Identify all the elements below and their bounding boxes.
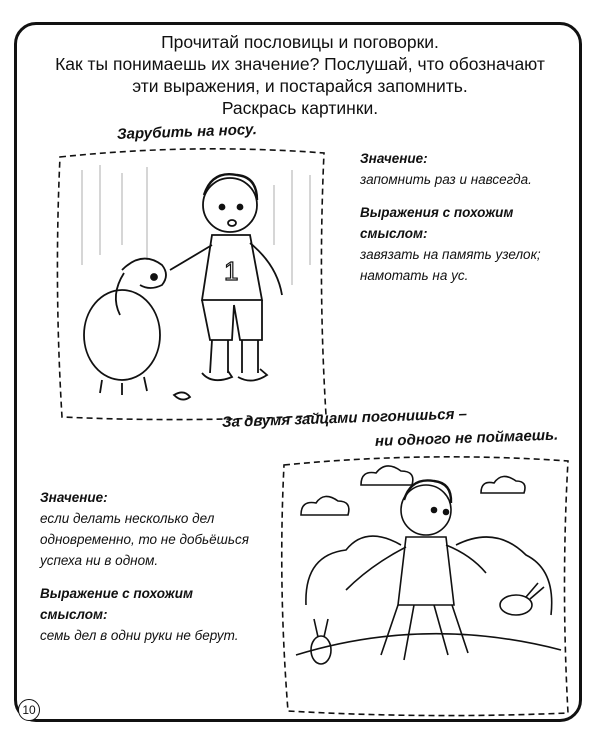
- similar-label: смыслом:: [40, 607, 108, 622]
- similar-label: Выражения с похожим: [360, 205, 514, 220]
- proverb-2-title: За двумя зайцами погонишься –: [221, 405, 468, 431]
- proverb-1-explanation: [360, 148, 575, 286]
- meaning-text: если делать несколько дел: [40, 511, 215, 526]
- proverb-2-explanation: [40, 487, 270, 646]
- proverb-2-title: ни одного не поймаешь.: [374, 426, 559, 450]
- similar-text: семь дел в одни руки не берут.: [40, 628, 239, 643]
- meaning-text: одновременно, то не добьёшься: [40, 532, 249, 547]
- proverb-1-title: Зарубить на носу.: [116, 121, 258, 143]
- instruction-line: Как ты понимаешь их значение? Послушай, что обозначают: [55, 54, 545, 74]
- meaning-label: Значение:: [360, 151, 428, 166]
- similar-text: намотать на ус.: [360, 268, 469, 283]
- meaning-label: Значение:: [40, 490, 108, 505]
- similar-text: завязать на память узелок;: [360, 247, 541, 262]
- boy-chasing-hares-illustration: [276, 455, 576, 720]
- instruction-line: эти выражения, и постарайся запомнить.: [132, 76, 468, 96]
- meaning-text: запомнить раз и навсегда.: [360, 172, 532, 187]
- page-number: 10: [18, 699, 40, 721]
- instruction-line: Прочитай пословицы и поговорки.: [161, 32, 439, 52]
- svg-text:1: 1: [224, 256, 239, 286]
- similar-label: Выражение с похожим: [40, 586, 193, 601]
- instruction-line: Раскрась картинки.: [221, 98, 379, 118]
- meaning-text: успеха ни в одном.: [40, 553, 159, 568]
- similar-label: смыслом:: [360, 226, 428, 241]
- boy-with-dog-illustration: [52, 145, 332, 425]
- instructions: [40, 31, 560, 119]
